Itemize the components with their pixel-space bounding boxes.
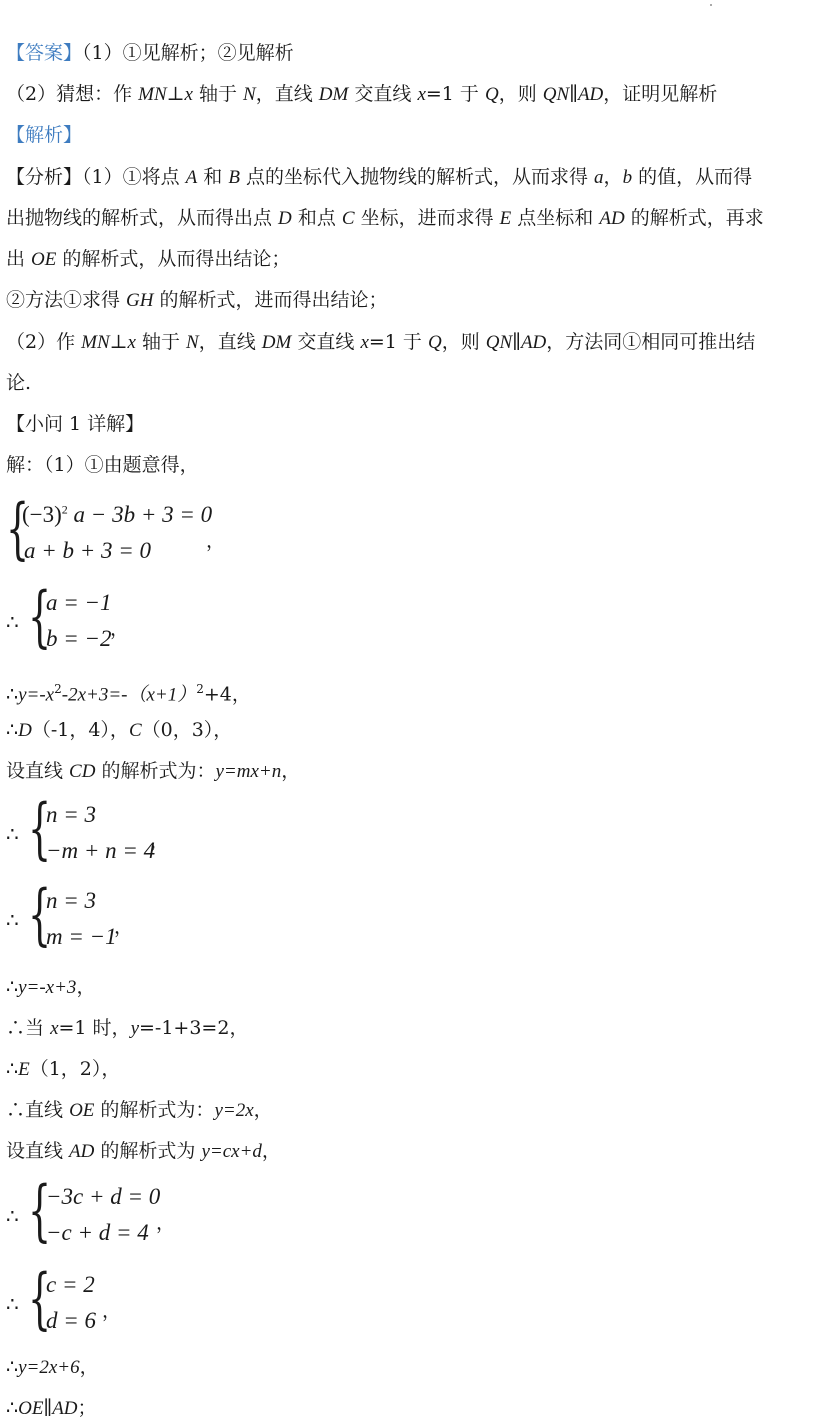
sub1-tag: 【小问 1 详解】 [6, 413, 145, 435]
points-d-c: ∴D（-1，4），C（0，3）， [6, 719, 233, 741]
line-cd-equation: ∴y=-x+3， [6, 976, 96, 998]
brace: { [28, 578, 52, 655]
answer-line-2: （2）猜想：作 MN⊥x 轴于 N，直线 DM 交直线 x=1 于 Q，则 QN∥AD，证明见解析 [6, 83, 718, 105]
analysis-line-1: 【分析】（1）①将点 A 和 B 点的坐标代入抛物线的解析式，从而求得 a，b 的值，从而得 [6, 166, 753, 188]
answer-line-1: 【答案】（1）①见解析；②见解析 [6, 42, 294, 64]
point-e: ∴E（1，2）， [6, 1058, 121, 1080]
equation-system-5: ∴ { −3c + d = 0 −c + d = 4 ， [6, 1172, 176, 1249]
line-ad-equation: ∴y=2x+6， [6, 1356, 99, 1378]
solution-intro: 解：（1）①由题意得， [6, 454, 199, 476]
equation-system-2: ∴ { a = −1 b = −2 ， [6, 578, 130, 655]
line-oe-equation: ∴直线 OE 的解析式为：y=2x， [6, 1099, 273, 1121]
analysis-line-4: ②方法①求得 GH 的解析式，进而得出结论； [6, 289, 388, 311]
parabola-equation: $\therefore y=-x^2-2x+3=-(x+1)^2+4$， [6, 682, 251, 706]
brace: { [28, 1172, 52, 1249]
equation-system-6: ∴ { c = 2 d = 6 ， [6, 1260, 122, 1337]
equation-system-1: { $(-3)^2$ a − 3b + 3 = 0 a + b + 3 = 0 ， [6, 490, 226, 567]
set-line-cd: 设直线 CD 的解析式为：y=mx+n， [6, 760, 301, 782]
conclusion-oe-parallel-ad: ∴OE∥AD； [6, 1397, 97, 1419]
brace: { [6, 490, 30, 567]
analysis-tag: 【解析】 [6, 124, 83, 146]
scan-speck [710, 4, 712, 6]
brace: { [28, 876, 52, 953]
analysis-line-6: 论. [6, 372, 32, 394]
analysis-line-5: （2）作 MN⊥x 轴于 N，直线 DM 交直线 x=1 于 Q，则 QN∥AD，方法同①相同可推出结 [6, 331, 756, 353]
brace: { [28, 790, 52, 867]
brace: { [28, 1260, 52, 1337]
when-x-1: ∴当 x=1 时，y=-1+3=2， [6, 1017, 249, 1039]
analysis-line-3: 出 OE 的解析式，从而得出结论； [6, 248, 291, 270]
set-line-ad: 设直线 AD 的解析式为 y=cx+d， [6, 1140, 281, 1162]
answer-tag: 【答案】 [6, 42, 83, 64]
analysis-line-2: 出抛物线的解析式，从而得出点 D 和点 C 坐标，进而求得 E 点坐标和 AD 的解析式，再求 [6, 207, 764, 229]
equation-system-4: ∴ { n = 3 m = −1 ， [6, 876, 134, 953]
equation-system-3: ∴ { n = 3 −m + n = 4 ， [6, 790, 170, 867]
